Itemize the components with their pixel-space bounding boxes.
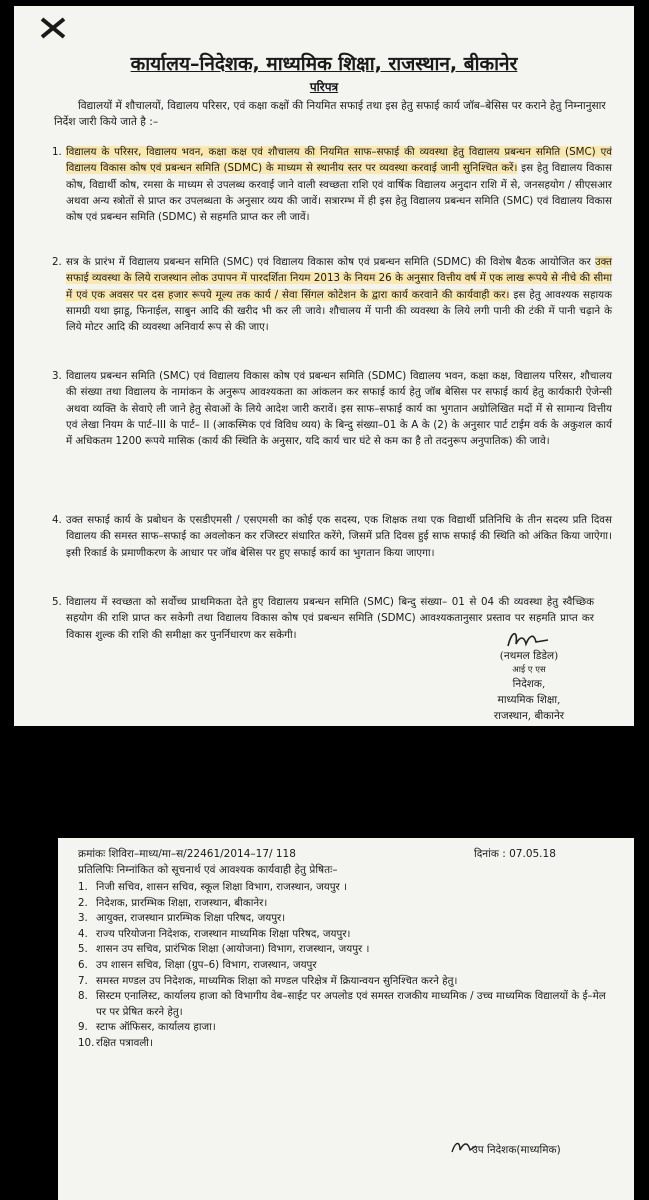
list-item: 4. राज्य परियोजना निदेशक, राजस्थान माध्यमिक शिक्षा परिषद, जयपुर। [78,927,351,940]
circular-page-2 [58,838,634,1200]
signatory-name: (नथमल डिडेल) [499,650,559,662]
circular-subtitle: परिपत्र [309,80,339,94]
list-item: 4. उक्त सफाई कार्य के प्रबोधन के एसडीएमसी / एसएमसी का कोई एक सदस्य, एक शिक्षक तथा एक विद्यार्थी प्रतिनिधि के तीन सदस्य प्रति दिवस विद्यालय की समस्त साफ–सफाई का अवलोकन कर रजिस्टर संधारित करेंगे, जिसमें प्रति दिवस हुई साफ सफाई की स्थिति को अंकित किया जाऐगा। इसी रिकार्ड के प्रमाणीकरण के आधार पर जॉब बेसिस पर हुए सफाई कार्य का भुगतान किया जाएगा। [52,514,612,559]
list-item: 7. समस्त मण्डल उप निदेशक, माध्यमिक शिक्षा को मण्डल परिक्षेत्र में क्रियान्वयन सुनिश्चित करने हेतु। [78,974,458,987]
list-item: 2. सत्र के प्रारंभ में विद्यालय प्रबन्धन समिति (SMC) एवं विद्यालय विकास कोष एवं प्रबन्धन समिति (SDMC) की विशेष बैठक आयोजित कर उक्त सफाई व्यवस्था के लिये राजस्थान लोक उपापन में पारदर्शिता नियम 2013 के नियम 26 के अनुसार वित्तीय वर्ष में एक लाख रूपये से नीचे की सीमा में एवं एक अवसर पर दस हजार रूपये मूल्य तक कार्य / सेवा सिंगल कोटेशन के द्वारा कार्य करवाने की कार्यवाही कर। इस हेतु आवश्यक सहायक सामग्री यथा झाडू, फिनाईल, साबुन आदि की खरीद भी कर ली जावे। शौचालय में पानी की व्यवस्था के लिये लगी पानी की टंकी में पानी चढ़ाने के लिये मोटर आदि की व्यवस्था अनिवार्य रूप से की जाए। [52,256,612,334]
list-item: 1. निजी सचिव, शासन सचिव, स्कूल शिक्षा विभाग, राजस्थान, जयपुर । [78,881,347,893]
list-item: 5. शासन उप सचिव, प्रारंभिक शिक्षा (आयोजना) विभाग, राजस्थान, जयपुर । [78,943,370,956]
binder-clip-icon [40,12,66,47]
list-item: 3. विद्यालय प्रबन्धन समिति (SMC) एवं विद्यालय विकास कोष एवं प्रबन्धन समिति (SDMC) विद्यालय भवन, कक्षा कक्ष, विद्यालय परिसर, शौचालय की संख्या तथा विद्यालय के नामांकन के अनुरूप आवश्यकता का आंकलन कर सफाई कार्य हेतु जॉब बेसिस पर सफाई कार्य हेतु कार्यकारी ऐजेन्सी अथवा व्यक्ति के सेवाऐ ली जाने हेतु सेवाओं के लिये आदेश जारी करावें। इस साफ–सफाई कार्य का भुगतान अग्रोलिखित मदों में से सामान्य वित्तीय एवं लेखा नियम के पार्ट–III के पार्ट– II (आकस्मिक एवं विविध व्यय) के बिन्दु संख्या–01 के A के (2) के अनुसार पार्ट टाईम वर्क के अकुशल कार्य में अधिकतम 1200 रूपये मासिक (कार्य की स्थिति के अनुसार, यदि कार्य चार घंटे से कम का है तो तदनुरूप अनुपातिक) की जावे। [52,370,612,448]
list-item: 8. सिस्टम एनालिस्ट, कार्यालय हाजा को विभागीय वेब–साईट पर अपलोड एवं समस्त राजकीय माध्यमिक / उच्च माध्यमिक विद्यालयों के ई–मेल पर पर प्रेषित करने हेतु। [78,990,606,1018]
signatory-office: माध्यमिक शिक्षा, [497,694,561,706]
reference-number: क्रमांकः शिविरा–माध्य/मा–स/22461/2014–17/ 118 [78,848,296,860]
list-item: 10. रक्षित पत्रावली। [78,1036,153,1049]
list-item: 9. स्टाफ ऑफिसर, कार्यालय हाजा। [78,1021,216,1034]
copy-to-line: प्रतिलिपिः निम्नांकित को सूचनार्थ एवं आवश्यक कार्यवाही हेतु प्रेषितः– [78,864,338,876]
signatory-designation: निदेशक, [512,678,546,690]
page-title: कार्यालय–निदेशक, माध्यमिक शिक्षा, राजस्थान, बीकानेर [130,53,518,75]
list-item: 3. आयुक्त, राजस्थान प्रारम्भिक शिक्षा परिषद, जयपुर। [78,912,286,925]
list-item: 5. विद्यालय में स्वच्छता को सर्वोच्च प्राथमिकता देते हुए विद्यालय प्रबन्धन समिति (SMC) बिन्दु संख्या– 01 से 04 की व्यवस्था हेतु स्वैच्छिक सहयोग की राशि प्राप्त कर सकेगी तथा विद्यालय विकास कोष एवं प्रबन्धन समिति (SDMC) आवश्यकतानुसार प्रस्ताव पर सहमति प्राप्त कर विकास शुल्क की राशि की समीक्षा कर पुनर्निधारण कर सकेगी। [52,596,594,641]
signatory-place: राजस्थान, बीकानेर [493,710,565,722]
list-item: 1. विद्यालय के परिसर, विद्यालय भवन, कक्षा कक्ष एवं शौचालय की नियमित साफ–सफाई की व्यवस्था हेतु विद्यालय प्रबन्धन समिति (SMC) एवं विद्यालय विकास कोष एवं प्रबन्धन समिति (SDMC) के माध्यम से स्थानीय स्तर पर व्यवस्था करवाई जानी सुनिश्चित करें। इस हेतु विद्यालय विकास कोष, विद्यार्थी कोष, रमसा के माध्यम से उपलब्ध करवाई जाने वाली स्वच्छता राशि एवं वार्षिक विद्यालय अनुदान राशि में से, जनसहयोग / सीएसआर अथवा अन्य स्त्रोतों से प्राप्त कर उपलब्धता के अनुसार व्यय की जावें। सत्रारम्भ में ही इस हेतु विद्यालय प्रबन्धन समिति (SMC) एवं विद्यालय विकास कोष एवं प्रबन्धन समिति (SDMC) से सहमति प्राप्त कर ली जावें। [52,146,613,224]
highlighted-text: विद्यालय के परिसर, विद्यालय भवन, कक्षा कक्ष एवं शौचालय की नियमित साफ–सफाई की व्यवस्था हेतु विद्यालय प्रबन्धन समिति (SMC) एवं विद्यालय विकास कोष एवं प्रबन्धन समिति (SDMC) के माध्यम से स्थानीय स्तर पर व्यवस्था करवाई जानी सुनिश्चित करें। [66,146,612,175]
intro-paragraph: विद्यालयों में शौचालयों, विद्यालय परिसर, एवं कक्षा कक्षों की नियमित सफाई तथा इस हेतु सफाई कार्य जॉब–बेसिस पर कराने हेतु निम्नानुसार निर्देश जारी किये जाते है :– [54,100,606,128]
circular-page-1 [14,6,634,726]
list-item: 2. निदेशक, प्रारम्भिक शिक्षा, राजस्थान, बीकानेर। [78,896,268,909]
recipient-list [78,880,614,1052]
signatory-service: आई ए एस [512,665,546,675]
signature-block [454,648,604,724]
highlighted-text: उक्त सफाई व्यवस्था के लिये राजस्थान लोक उपापन में पारदर्शिता नियम 2013 के नियम 26 के अनुसार वित्तीय वर्ष में एक लाख रूपये से नीचे की सीमा में एवं एक अवसर पर दस हजार रूपये मूल्य तक कार्य / सेवा सिंगल कोटेशन के द्वारा कार्य करवाने की कार्यवाही कर। [66,256,612,301]
signoff-designation: उप निदेशक(माध्यमिक) [472,1144,561,1156]
list-item: 6. उप शासन सचिव, शिक्षा (ग्रुप–6) विभाग, राजस्थान, जयपुर [78,958,317,971]
issue-date: दिनांक : 07.05.18 [474,848,556,860]
